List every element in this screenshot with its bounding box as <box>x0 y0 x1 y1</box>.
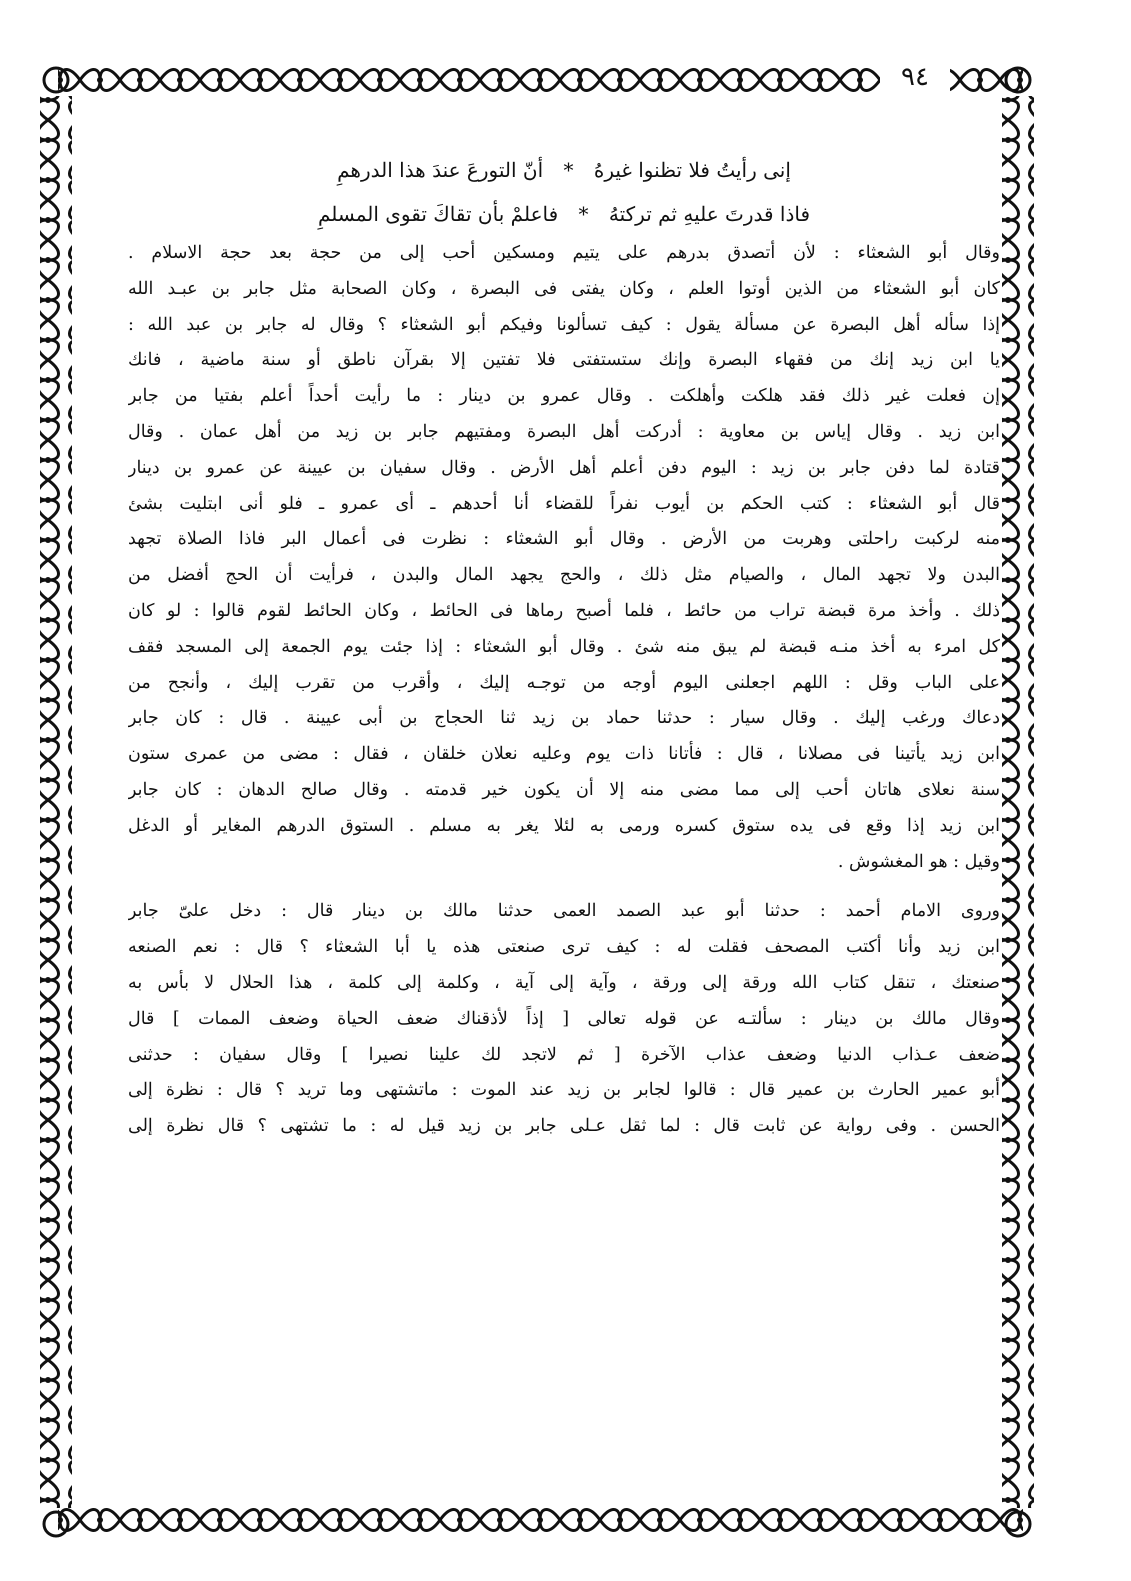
text-line: ابن زيد إذا وقع فى يده ستوق كسره ورمى به لئلا يغر به مسلم . الستوق الدرهم المغاير أو الدغل <box>128 815 1000 836</box>
poem-verse-2 <box>128 192 1000 236</box>
page-number: ٩٤ <box>880 62 950 92</box>
text-line: كل امرء به أخذ منـه قبضة لم يبق منه شئ . وقال أبو الشعثاء : إذا جئت يوم الجمعة إلى المسجد فقف <box>128 636 1000 657</box>
text-line: ابن زيد وأنا أكتب المصحف فقلت له : كيف ترى صنعتى هذه يا أبا الشعثاء ؟ قال : نعم الصنعه <box>128 937 1000 958</box>
text-line: وروى الامام أحمد : حدثنا أبو عبد الصمد العمى حدثنا مالك بن دينار قال : دخل علىّ جابر <box>128 901 1000 922</box>
poem-verse-1-second: أنّ التورعَ عندَ هذا الدرهمِ <box>337 158 544 182</box>
verse-separator: * <box>578 202 589 226</box>
text-line: منه لركبت راحلتى وهربت من الأرض . وقال أبو الشعثاء : نظرت فى أعمال البر فاذا الصلاة تجهد <box>128 529 1000 550</box>
text-line: ابن زيد . وقال إياس بن معاوية : أدركت أهل البصرة ومفتيهم جابر بن زيد من أهل عمان . وقال <box>128 421 1000 442</box>
text-line: قال أبو الشعثاء : كتب الحكم بن أيوب نفراً للقضاء أنا أحدهم ـ أى عمرو ـ فلو أنى ابتليت بشئ <box>128 493 1000 514</box>
paragraph-1 <box>128 236 1000 880</box>
text-line: على الباب وقل : اللهم اجعلنى اليوم أوجه من توجـه إليك ، وأقرب من تقرب إليك ، وأنجح من <box>128 672 1000 693</box>
poem-verse-2-second: فاعلمْ بأن تقاكَ تقوى المسلمِ <box>317 202 559 226</box>
text-line: كان أبو الشعثاء من الذين أوتوا العلم ، وكان يفتى فى البصرة ، وكان الصحابة مثل جابر بن عبـد الله <box>128 278 1000 299</box>
text-line: قتادة لما دفن جابر بن زيد : اليوم دفن أعلم أهل الأرض . وقال سفيان بن عيينة عن عمرو بن دينار <box>128 457 1000 478</box>
paragraph-2 <box>128 894 1000 1145</box>
text-line: البدن ولا تجهد المال ، والصيام مثل ذلك ، والحج يجهد المال والبدن ، فرأيت أن الحج أفضل من <box>128 565 1000 586</box>
poem-verse-1-first: إنى رأيتُ فلا تظنوا غيرهُ <box>593 158 791 182</box>
poem-verse-1 <box>128 148 1000 192</box>
text-line: أبو عمير الحارث بن عمير قال : قالوا لجابر بن زيد عند الموت : ماتشتهى وما تريد ؟ قال : نظرة إلى <box>128 1080 1000 1101</box>
paragraph-gap <box>128 880 1000 894</box>
text-line: ذلك . وأخذ مرة قبضة تراب من حائط ، فلما أصبح رماها فى الحائط ، وكان الحائط لقوم قالوا : لو كان <box>128 600 1000 621</box>
frame-left-band <box>40 96 72 1508</box>
frame-top-band <box>58 64 1023 96</box>
verse-separator: * <box>563 158 574 182</box>
page-content <box>128 148 1000 1488</box>
text-line: يا ابن زيد إنك من فقهاء البصرة وإنك ستستفتى فلا تفتين إلا بقرآن ناطق أو سنة ماضية ، فانك <box>128 350 1000 371</box>
text-line: سنة نعلاى هاتان أحب إلى مما مضى منه إلا أن يكون خير قدمته . وقال صالح الدهان : كان جابر <box>128 779 1000 800</box>
frame-bottom-band <box>58 1508 1023 1540</box>
text-line: إذا سأله أهل البصرة عن مسألة يقول : كيف تسألونا وفيكم أبو الشعثاء ؟ وقال له جابر بن عبد الله : <box>128 314 1000 335</box>
text-line: ضعف عـذاب الدنيا وضعف عذاب الآخرة [ ثم لاتجد لك علينا نصيرا ] وقال سفيان : حدثنى <box>128 1044 1000 1065</box>
poem-verse-2-first: فاذا قدرتَ عليهِ ثم تركتهُ <box>608 202 811 226</box>
text-line: وقال مالك بن دينار : سألتـه عن قوله تعالى [ إذاً لأذقناك ضعف الحياة وضعف الممات ] قال <box>128 1008 1000 1029</box>
text-line: دعاك ورغب إليك . وقال سيار : حدثنا حماد بن زيد ثنا الحجاج بن أبى عيينة . قال : كان جابر <box>128 708 1000 729</box>
text-line: وقيل : هو المغشوش . <box>837 851 1000 872</box>
text-line: صنعتك ، تنقل كتاب الله ورقة إلى ورقة ، وآية إلى آية ، وكلمة إلى كلمة ، هذا الحلال لا بأس به <box>128 972 1000 993</box>
text-line: وقال أبو الشعثاء : لأن أتصدق بدرهم على يتيم ومسكين أحب إلى من حجة بعد حجة الاسلام . <box>128 243 1000 263</box>
text-line: ابن زيد يأتينا فى مصلانا ، قال : فأتانا ذات يوم وعليه نعلان خلقان ، فقال : مضى من عمرى ستون <box>128 744 1000 765</box>
frame-right-band <box>1002 96 1034 1508</box>
text-line: إن فعلت غير ذلك فقد هلكت وأهلكت . وقال عمرو بن دينار : ما رأيت أحداً أعلم بفتيا من جابر <box>128 386 1000 407</box>
text-line: الحسن . وفى رواية عن ثابت قال : لما ثقل عـلى جابر بن زيد قيل له : ما تشتهى ؟ قال نظرة إلى <box>128 1116 1000 1137</box>
